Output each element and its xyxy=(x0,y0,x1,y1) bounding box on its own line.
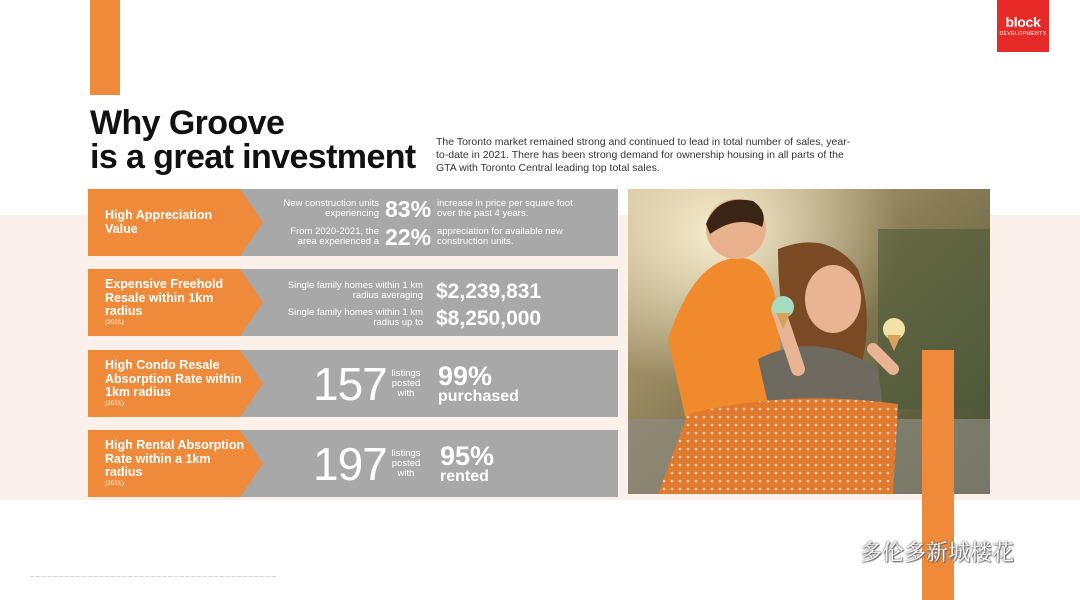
percent-value: 99% xyxy=(438,361,493,391)
watermark-text: 多伦多新城楼花 xyxy=(860,541,1015,566)
block-developments-logo: block DEVELOPMENTS xyxy=(997,0,1049,52)
listings-count: 157 xyxy=(313,358,387,410)
stat-lead: New construction units experiencing xyxy=(283,198,379,219)
title-line-1: Why Groove xyxy=(90,104,285,142)
stat-text: appreciation for available new construction units. xyxy=(437,226,563,247)
stat-value: $8,250,000 xyxy=(436,307,542,330)
percent-value: 95% xyxy=(440,441,495,471)
page-title xyxy=(90,106,416,174)
intro-paragraph: The Toronto market remained strong and continued to lead in total number of sales, year-to-date in 2021. There has been strong demand for ownership housing in all parts of the GTA with Toronto Central leading top total sales. xyxy=(436,136,851,174)
stat-text: increase in price per square foot over the past 4 years. xyxy=(437,198,573,219)
stat-value: 22% xyxy=(385,224,432,250)
title-line-2: is a great investment xyxy=(90,138,416,176)
legal-disclaimer: — — — — — — — — — — — — — — — — — — — — — — — — — — — — — — — — — — — — — — — — — — — xyxy=(30,574,277,579)
row-high-appreciation xyxy=(88,189,618,256)
row-label: High Condo Resale Absorption Rate within 1km radius (2021) xyxy=(105,358,242,407)
row-label: High Appreciation Value xyxy=(105,208,213,236)
stat-value: 83% xyxy=(385,196,432,222)
row-rental-absorption xyxy=(88,430,618,497)
row-label: High Rental Absorption Rate within a 1km radius (2021) xyxy=(105,438,245,487)
stat-lead: Single family homes within 1 km radius averaging xyxy=(287,280,423,301)
wechat-icon xyxy=(818,538,854,566)
listings-text: listings posted with xyxy=(391,448,421,479)
listings-text: listings posted with xyxy=(391,368,421,399)
row-freehold-resale xyxy=(88,269,618,336)
stat-lead: From 2020-2021, the area experienced a xyxy=(290,226,379,247)
stat-lead: Single family homes within 1 km radius up to xyxy=(287,307,423,328)
decorative-orange-bar-top xyxy=(90,0,120,95)
percent-text: purchased xyxy=(438,388,519,405)
row-condo-resale xyxy=(88,350,618,417)
listings-count: 197 xyxy=(313,438,387,490)
percent-text: rented xyxy=(440,468,489,485)
row-label: Expensive Freehold Resale within 1km radius (2021) xyxy=(105,277,224,326)
wechat-watermark xyxy=(818,536,1014,567)
stat-value: $2,239,831 xyxy=(436,280,542,303)
